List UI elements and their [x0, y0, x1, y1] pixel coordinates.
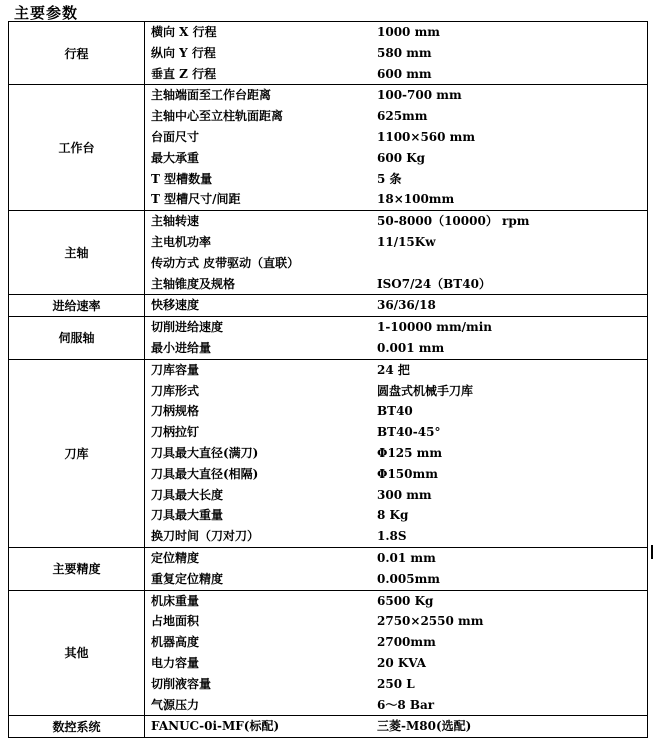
spec-key: 刀库形式	[151, 383, 200, 398]
spec-key: 主电机功率	[151, 234, 212, 249]
section-label: 行程	[9, 22, 145, 85]
spec-line	[145, 85, 647, 106]
spec-value: 20 KVA	[377, 655, 426, 670]
spec-value: 100-700 mm	[377, 88, 462, 103]
spec-line	[145, 591, 647, 612]
spec-line	[145, 338, 647, 359]
spec-value: 2700mm	[377, 635, 436, 650]
spec-line	[145, 716, 647, 737]
spec-line	[145, 148, 647, 169]
spec-line	[145, 64, 647, 85]
spec-value: ISO7/24（BT40）	[377, 276, 491, 291]
section-label: 伺服轴	[9, 317, 145, 360]
spec-line	[145, 43, 647, 64]
spec-value: 圆盘式机械手刀库	[377, 383, 474, 398]
spec-key: 刀柄拉钉	[151, 425, 200, 440]
spec-value: 24 把	[377, 362, 410, 377]
margin-mark	[651, 545, 653, 559]
section-row	[9, 547, 648, 590]
spec-line	[145, 381, 647, 402]
section-label: 数控系统	[9, 716, 145, 738]
spec-key: 主轴锥度及规格	[151, 276, 236, 291]
spec-value: 6～8 Bar	[377, 697, 435, 712]
spec-key: 定位精度	[151, 550, 200, 565]
spec-key: FANUC-0i-MF(标配)	[151, 719, 280, 734]
spec-line	[145, 443, 647, 464]
section-values	[145, 85, 648, 211]
spec-key: 传动方式 皮带驱动（直联）	[151, 255, 300, 270]
section-values	[145, 359, 648, 547]
spec-value: 1100×560 mm	[377, 129, 476, 144]
section-label: 工作台	[9, 85, 145, 211]
section-row	[9, 22, 648, 85]
spec-value: 0.001 mm	[377, 340, 445, 355]
spec-line	[145, 422, 647, 443]
spec-line	[145, 317, 647, 338]
section-values	[145, 211, 648, 295]
spec-line	[145, 674, 647, 695]
section-values	[145, 547, 648, 590]
spec-key: 快移速度	[151, 298, 200, 313]
spec-key: 气源压力	[151, 697, 200, 712]
spec-value: BT40-45°	[377, 425, 441, 440]
spec-key: 刀具最大重量	[151, 508, 224, 523]
spec-key: 刀具最大直径(满刀)	[151, 445, 259, 460]
spec-line	[145, 464, 647, 485]
spec-value: Φ150mm	[377, 466, 438, 481]
spec-line	[145, 211, 647, 232]
spec-value: 600 Kg	[377, 150, 426, 165]
spec-key: 机器高度	[151, 635, 200, 650]
spec-line	[145, 232, 647, 253]
spec-value: 300 mm	[377, 487, 432, 502]
spec-key: 电力容量	[151, 655, 200, 670]
spec-line	[145, 253, 647, 274]
spec-line	[145, 611, 647, 632]
spec-line	[145, 169, 647, 190]
page-title: 主要参数	[14, 4, 79, 22]
spec-value: 5 条	[377, 171, 402, 186]
spec-value: 250 L	[377, 676, 415, 691]
section-values	[145, 22, 648, 85]
section-row	[9, 359, 648, 547]
spec-line	[145, 526, 647, 547]
spec-key: T 型槽尺寸/间距	[151, 192, 241, 207]
spec-line	[145, 106, 647, 127]
spec-line	[145, 274, 647, 295]
section-row	[9, 295, 648, 317]
section-row	[9, 716, 648, 738]
spec-line	[145, 295, 647, 316]
spec-key: 刀具最大长度	[151, 487, 224, 502]
spec-key: 纵向 Y 行程	[151, 45, 216, 60]
spec-key: 垂直 Z 行程	[151, 66, 217, 81]
spec-line	[145, 360, 647, 381]
spec-value: 36/36/18	[377, 298, 436, 313]
section-row	[9, 317, 648, 360]
spec-key: 刀柄规格	[151, 404, 200, 419]
spec-key: 最小进给量	[151, 340, 212, 355]
spec-value: 1-10000 mm/min	[377, 320, 493, 335]
spec-line	[145, 569, 647, 590]
spec-line	[145, 548, 647, 569]
spec-line	[145, 632, 647, 653]
spec-key: 重复定位精度	[151, 571, 224, 586]
spec-key: 机床重量	[151, 593, 200, 608]
spec-line	[145, 22, 647, 43]
spec-value: 0.01 mm	[377, 550, 436, 565]
spec-value: 1.8S	[377, 529, 407, 544]
spec-value: 8 Kg	[377, 508, 409, 523]
section-values	[145, 295, 648, 317]
section-row	[9, 85, 648, 211]
section-label: 刀库	[9, 359, 145, 547]
spec-line	[145, 485, 647, 506]
spec-key: 台面尺寸	[151, 129, 200, 144]
section-row	[9, 590, 648, 716]
spec-key: 主轴转速	[151, 214, 200, 229]
spec-key: 主轴端面至工作台距离	[151, 88, 272, 103]
spec-value: 三菱-M80(选配)	[377, 719, 472, 734]
spec-key: 刀库容量	[151, 362, 200, 377]
spec-key: 换刀时间（刀对刀）	[151, 529, 260, 544]
spec-value: 625mm	[377, 109, 428, 124]
spec-line	[145, 653, 647, 674]
spec-value: 600 mm	[377, 66, 432, 81]
section-label: 其他	[9, 590, 145, 716]
section-values	[145, 590, 648, 716]
section-label: 主要精度	[9, 547, 145, 590]
spec-key: 切削液容量	[151, 676, 212, 691]
spec-key: 占地面积	[151, 614, 200, 629]
spec-line	[145, 401, 647, 422]
section-label: 进给速率	[9, 295, 145, 317]
spec-value: 580 mm	[377, 45, 432, 60]
spec-key: 刀具最大直径(相隔)	[151, 466, 259, 481]
spec-line	[145, 127, 647, 148]
spec-key: 最大承重	[151, 150, 200, 165]
spec-line	[145, 695, 647, 716]
spec-value: 11/15Kw	[377, 234, 436, 249]
spec-key: 主轴中心至立柱轨面距离	[151, 109, 284, 124]
section-values	[145, 716, 648, 738]
spec-value: 18×100mm	[377, 192, 455, 207]
spec-line	[145, 505, 647, 526]
spec-value: 0.005mm	[377, 571, 440, 586]
spec-key: 切削进给速度	[151, 320, 224, 335]
section-label: 主轴	[9, 211, 145, 295]
spec-value: BT40	[377, 404, 413, 419]
section-values	[145, 317, 648, 360]
spec-value: 2750×2550 mm	[377, 614, 484, 629]
spec-line	[145, 189, 647, 210]
spec-key: T 型槽数量	[151, 171, 213, 186]
spec-value: Φ125 mm	[377, 445, 443, 460]
section-row	[9, 211, 648, 295]
spec-key: 横向 X 行程	[151, 25, 217, 39]
spec-value: 50-8000（10000） rpm	[377, 214, 530, 229]
spec-value: 1000 mm	[377, 25, 440, 39]
spec-value: 6500 Kg	[377, 593, 434, 608]
spec-table	[8, 21, 648, 738]
